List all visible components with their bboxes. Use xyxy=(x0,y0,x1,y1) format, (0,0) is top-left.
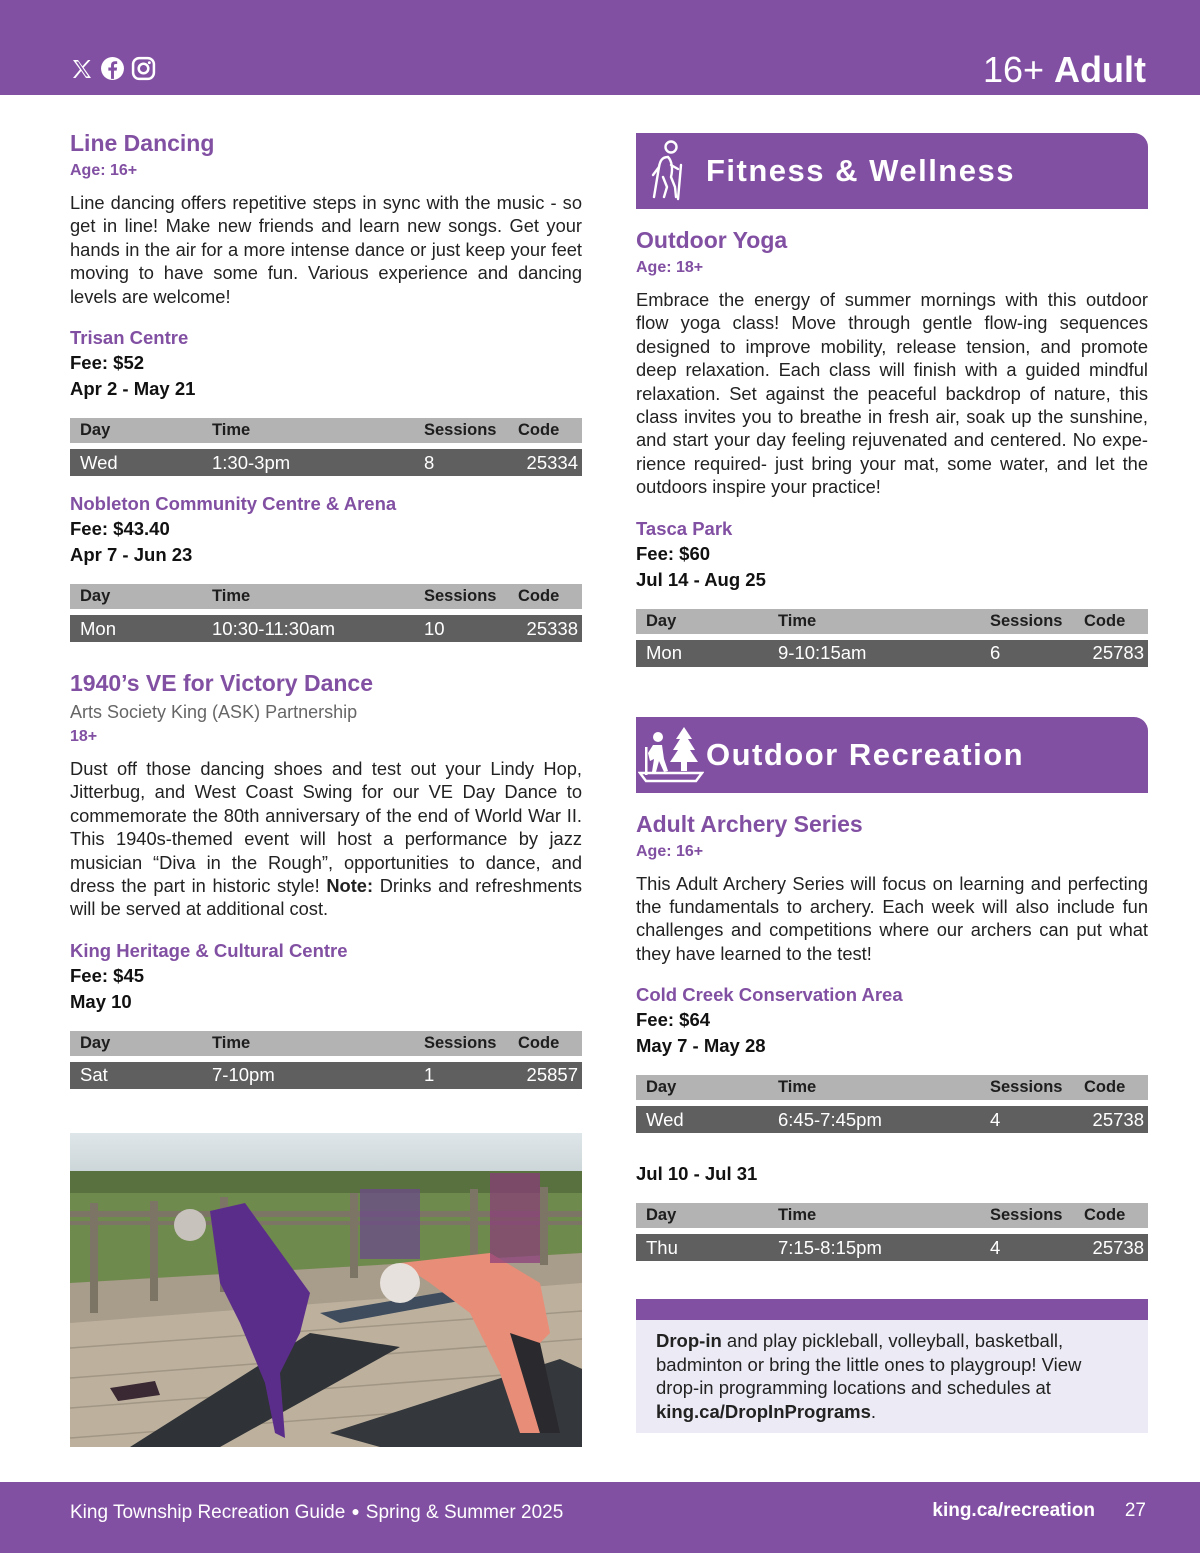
dates: Jul 10 - Jul 31 xyxy=(636,1163,758,1185)
header-sessions: Sessions xyxy=(980,1203,1076,1228)
bullet-separator: ● xyxy=(351,1503,360,1519)
outdoor-recreation-banner xyxy=(636,717,1148,793)
guide-title: King Township Recreation Guide xyxy=(70,1502,346,1523)
right-column xyxy=(636,133,1148,1433)
header-day: Day xyxy=(636,1203,768,1228)
guide-season: Spring & Summer 2025 xyxy=(365,1502,564,1523)
cell-time: 9-10:15am xyxy=(768,638,980,667)
table-header-row xyxy=(636,1075,1148,1100)
header-day: Day xyxy=(636,1075,768,1100)
drop-in-link[interactable]: king.ca/DropInPrograms xyxy=(656,1400,871,1422)
program-description: This Adult Archery Series will focus on learning and perfecting the fundamentals to archery. Each week will also include fun challenges and competitions where our archers can put what they have learned to the test! xyxy=(636,872,1148,964)
table-row xyxy=(70,447,582,476)
cell-sessions: 8 xyxy=(414,447,510,476)
table-header-row xyxy=(636,1203,1148,1228)
table-row xyxy=(636,1104,1148,1133)
header-code: Code xyxy=(1076,1075,1148,1100)
section-title: Outdoor Recreation xyxy=(706,736,1025,772)
cell-code: 25738 xyxy=(1076,1104,1148,1133)
hiker-icon xyxy=(636,133,698,209)
header-sessions: Sessions xyxy=(980,609,1076,634)
schedule-table xyxy=(636,1071,1148,1137)
header-sessions: Sessions xyxy=(980,1075,1076,1100)
cell-sessions: 4 xyxy=(980,1104,1076,1133)
instagram-icon[interactable] xyxy=(131,56,156,81)
cell-day: Wed xyxy=(636,1104,768,1133)
footer-guide-info xyxy=(70,1498,563,1526)
program-title: Line Dancing xyxy=(70,130,215,156)
cell-day: Wed xyxy=(70,447,202,476)
program-age: Age: 18+ xyxy=(636,259,704,276)
cell-day: Sat xyxy=(70,1060,202,1089)
header-sessions: Sessions xyxy=(414,1031,510,1056)
header-code: Code xyxy=(510,418,582,443)
table-header-row xyxy=(636,609,1148,634)
drop-in-callout xyxy=(636,1299,1148,1433)
drop-in-lead: Drop-in xyxy=(656,1330,722,1352)
top-bar xyxy=(0,0,1200,95)
fee: Fee: $52 xyxy=(70,352,145,374)
x-icon[interactable] xyxy=(70,57,94,81)
table-row xyxy=(70,613,582,642)
cell-time: 6:45-7:45pm xyxy=(768,1104,980,1133)
cell-code: 25738 xyxy=(1076,1232,1148,1261)
cell-code: 25338 xyxy=(510,613,582,642)
description-note-text: Drinks and refreshments will be served at additional cost. xyxy=(70,875,582,920)
header-time: Time xyxy=(202,584,414,609)
program-age: 18+ xyxy=(70,728,98,746)
schedule-table xyxy=(636,605,1148,671)
header-code: Code xyxy=(510,584,582,609)
schedule-table xyxy=(70,414,582,480)
table-header-row xyxy=(70,418,582,443)
cell-time: 7:15-8:15pm xyxy=(768,1232,980,1261)
cell-time: 1:30-3pm xyxy=(202,447,414,476)
table-row xyxy=(636,1232,1148,1261)
footer xyxy=(0,1482,1200,1553)
program-partnership: Arts Society King (ASK) Partnership xyxy=(70,702,358,723)
program-title: 1940’s VE for Victory Dance xyxy=(70,670,373,697)
line-dancing-program xyxy=(70,128,582,646)
fee: Fee: $64 xyxy=(636,1009,711,1031)
footer-url-link[interactable]: king.ca/recreation xyxy=(932,1500,1095,1521)
cell-sessions: 6 xyxy=(980,638,1076,667)
header-time: Time xyxy=(202,418,414,443)
program-description: Embrace the energy of summer mornings with this outdoor flow yoga class! Move through gentle flow-ing sequences designed to improve mobility, release tension, and promote deep relaxation. Each class will finish with a guided mindful relaxation. Set against the peaceful backdrop of nature, this class invites you to breathe in fresh air, soak up the sunshine, and start your day feeling rejuvenated and centered. No expe-rience required- just bring your mat, some water, and let the outdoors inspire your practice! xyxy=(636,289,1148,498)
header-time: Time xyxy=(768,1203,980,1228)
program-description: Line dancing offers repetitive steps in sync with the music - so get in line! Make new friends and learn new songs. Get your hands in the air for a more intense dance or just keep your feet moving to have some fun. Various experience and dancing levels are welcome! xyxy=(70,192,582,307)
callout-text xyxy=(636,1320,1148,1433)
header-day: Day xyxy=(636,609,768,634)
yoga-photo xyxy=(70,1133,582,1447)
program-age: Age: 16+ xyxy=(636,842,704,860)
social-links xyxy=(70,56,156,81)
outdoor-yoga-program xyxy=(636,225,1148,671)
program-title: Outdoor Yoga xyxy=(636,227,788,253)
page-heading xyxy=(983,48,1146,92)
header-time: Time xyxy=(768,609,980,634)
dates: Jul 14 - Aug 25 xyxy=(636,568,766,590)
header-day: Day xyxy=(70,418,202,443)
location-name: Tasca Park xyxy=(636,517,733,539)
dates: Apr 2 - May 21 xyxy=(70,378,196,400)
header-code: Code xyxy=(1076,1203,1148,1228)
drop-in-body: and play pickleball, volleyball, basketball, badminton or bring the little ones to playgroup! View drop-in programming locations and schedules at xyxy=(656,1330,1082,1399)
fitness-wellness-banner xyxy=(636,133,1148,209)
section-title: Fitness & Wellness xyxy=(706,153,1015,188)
header-sessions: Sessions xyxy=(414,584,510,609)
header-time: Time xyxy=(202,1031,414,1056)
cell-code: 25334 xyxy=(510,447,582,476)
table-header-row xyxy=(70,584,582,609)
header-code: Code xyxy=(1076,609,1148,634)
callout-bar xyxy=(636,1299,1148,1320)
drop-in-end: . xyxy=(870,1400,876,1422)
fee: Fee: $45 xyxy=(70,964,145,986)
cell-code: 25783 xyxy=(1076,638,1148,667)
fee: Fee: $60 xyxy=(636,542,711,564)
note-label: Note: xyxy=(326,875,374,897)
archery-program xyxy=(636,809,1148,1266)
table-row xyxy=(636,638,1148,667)
cell-sessions: 10 xyxy=(414,613,510,642)
cell-code: 25857 xyxy=(510,1060,582,1089)
dates: May 7 - May 28 xyxy=(636,1035,766,1057)
ve-dance-program xyxy=(70,668,582,1093)
page-heading-age: 16+ xyxy=(982,49,1045,90)
hiker-tree-icon xyxy=(636,717,706,793)
program-age: Age: 16+ xyxy=(70,162,138,179)
program-description xyxy=(70,757,582,921)
schedule-table xyxy=(70,1027,582,1093)
location-name: Cold Creek Conservation Area xyxy=(636,984,903,1006)
header-time: Time xyxy=(768,1075,980,1100)
page-number: 27 xyxy=(1124,1500,1146,1521)
header-day: Day xyxy=(70,1031,202,1056)
cell-day: Thu xyxy=(636,1232,768,1261)
program-title: Adult Archery Series xyxy=(636,810,863,837)
cell-time: 7-10pm xyxy=(202,1060,414,1089)
header-day: Day xyxy=(70,584,202,609)
location-name: Nobleton Community Centre & Arena xyxy=(70,493,397,515)
description-text: Dust off those dancing shoes and test out your Lindy Hop, Jitterbug, and West Coast Swing for our VE Day Dance to commemorate the 80th anniversary of the end of World War II. This 1940s-themed event will host a performance by jazz musician “Diva in the Rough”, opportunities to dance, and dress the part in historic style! xyxy=(70,758,582,897)
cell-sessions: 4 xyxy=(980,1232,1076,1261)
schedule-table xyxy=(70,580,582,646)
fee: Fee: $43.40 xyxy=(70,518,170,540)
dates: May 10 xyxy=(70,990,132,1012)
facebook-icon[interactable] xyxy=(100,56,125,81)
cell-time: 10:30-11:30am xyxy=(202,613,414,642)
location-name: King Heritage & Cultural Centre xyxy=(70,939,348,961)
page-heading-category: Adult xyxy=(1054,49,1146,90)
cell-sessions: 1 xyxy=(414,1060,510,1089)
schedule-table xyxy=(636,1199,1148,1265)
left-column xyxy=(70,128,582,1093)
cell-day: Mon xyxy=(636,638,768,667)
location-name: Trisan Centre xyxy=(70,327,189,349)
table-header-row xyxy=(70,1031,582,1056)
dates: Apr 7 - Jun 23 xyxy=(70,544,193,566)
cell-day: Mon xyxy=(70,613,202,642)
header-code: Code xyxy=(510,1031,582,1056)
header-sessions: Sessions xyxy=(414,418,510,443)
table-row xyxy=(70,1060,582,1089)
